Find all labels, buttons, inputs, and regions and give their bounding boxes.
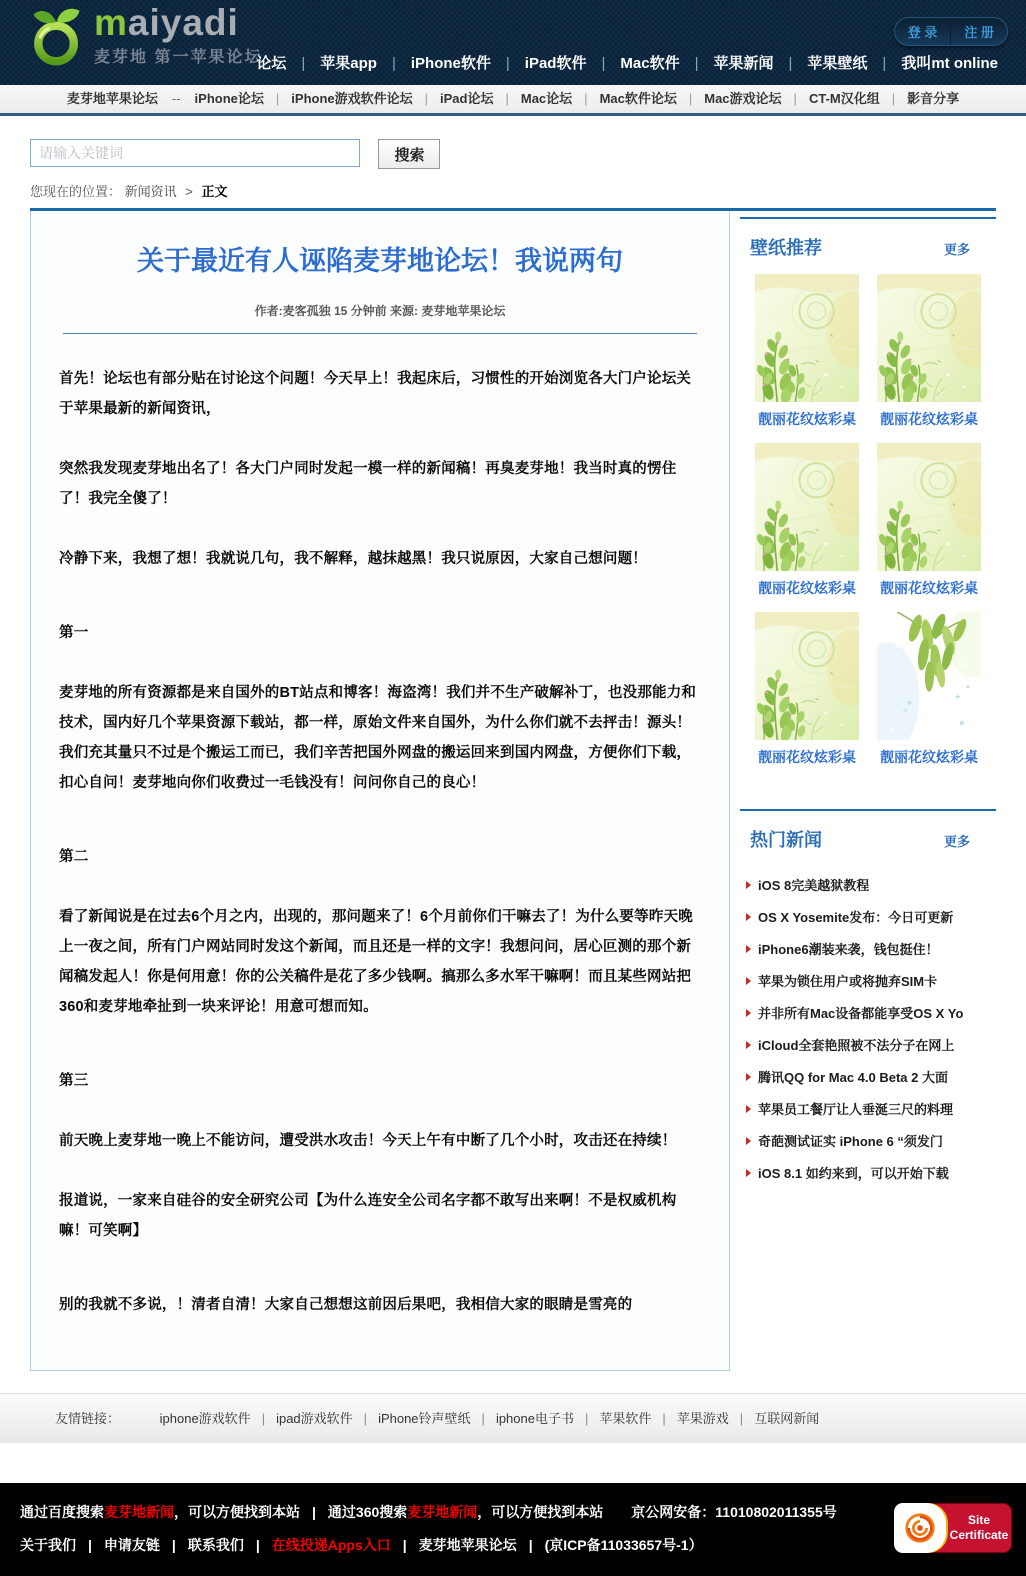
footer-segment: ，可以方便找到本站 xyxy=(477,1504,604,1520)
wallpaper-floral-art xyxy=(877,274,981,402)
footer-segment: | xyxy=(528,1537,533,1553)
footer-segment[interactable]: 麦芽地新闻 xyxy=(407,1504,478,1520)
footer-segment: 京公网安备：11010802011355号 xyxy=(631,1504,837,1520)
brand-name xyxy=(94,2,262,43)
wallpaper-item[interactable] xyxy=(746,612,868,767)
footer-segment[interactable]: 在线投递Apps入口 xyxy=(271,1537,391,1553)
wallpaper-box-header xyxy=(740,219,996,270)
site-header xyxy=(0,0,1026,85)
bullet-icon xyxy=(746,945,751,953)
footer-segment: 通过百度搜索 xyxy=(20,1504,104,1520)
wallpaper-thumbnail[interactable] xyxy=(877,612,981,740)
article-paragraph: 第三 xyxy=(59,1073,89,1089)
wallpaper-caption[interactable]: 靓丽花纹炫彩桌 xyxy=(880,580,978,596)
site-certificate-badge[interactable] xyxy=(894,1503,1012,1553)
wallpaper-item[interactable] xyxy=(868,443,990,598)
subnav xyxy=(0,85,1026,113)
wallpaper-grid xyxy=(740,270,996,783)
brand-tagline: 麦芽地 第一苹果论坛 xyxy=(94,49,263,66)
friend-link[interactable]: iPhone铃声壁纸 | xyxy=(378,1411,496,1426)
friend-link[interactable]: 苹果软件 | xyxy=(599,1411,676,1426)
apple-logo-icon xyxy=(28,6,86,66)
wallpaper-item[interactable] xyxy=(746,274,868,429)
article-body xyxy=(59,364,701,1320)
footer-segment: | xyxy=(171,1537,176,1553)
article-paragraph: 第一 xyxy=(59,625,89,641)
hot-news-title: 热门新闻 xyxy=(750,830,822,850)
wallpaper-floral-art xyxy=(755,274,859,402)
wallpaper-caption[interactable]: 靓丽花纹炫彩桌 xyxy=(880,411,978,427)
friend-link[interactable]: 苹果游戏 | xyxy=(677,1411,754,1426)
wallpaper-thumbnail[interactable] xyxy=(755,443,859,571)
article-paragraph: 报道说，一家来自硅谷的安全研究公司【为什么连安全公司名字都不敢写出来啊！不是权威机构嘛！可笑啊】 xyxy=(59,1193,677,1239)
news-item[interactable] xyxy=(746,907,994,926)
wallpaper-caption[interactable]: 靓丽花纹炫彩桌 xyxy=(758,411,856,427)
article-paragraph: 突然我发现麦芽地出名了！各大门户同时发起一模一样的新闻稿！再臭麦芽地！我当时真的愣住了！我完全傻了！ xyxy=(59,461,677,507)
bullet-icon xyxy=(746,977,751,985)
friend-link[interactable]: ipad游戏软件 | xyxy=(276,1411,378,1426)
site-logo[interactable] xyxy=(28,2,263,67)
breadcrumb-current: 正文 xyxy=(201,184,228,199)
footer-segment[interactable]: 麦芽地苹果论坛 xyxy=(418,1537,517,1553)
bullet-icon xyxy=(746,1105,751,1113)
main-nav-item[interactable]: 苹果壁纸 | xyxy=(807,55,901,72)
main-nav-item[interactable]: iPad软件 | xyxy=(525,55,621,72)
wallpaper-thumbnail[interactable] xyxy=(877,443,981,571)
footer-segment: (京ICP备11033657号-1） xyxy=(544,1537,703,1553)
news-item[interactable] xyxy=(746,1003,994,1022)
footer-segment[interactable]: 麦芽地新闻 xyxy=(104,1504,174,1520)
subnav-item[interactable]: iPhone游戏软件论坛 | xyxy=(291,91,440,106)
certificate-swirl-icon xyxy=(894,1503,946,1553)
subnav-item[interactable]: iPhone论坛 | xyxy=(195,91,292,106)
subnav-item[interactable]: 麦芽地苹果论坛 -- xyxy=(67,91,195,106)
wallpaper-floral-art xyxy=(755,443,859,571)
wallpaper-caption[interactable]: 靓丽花纹炫彩桌 xyxy=(880,749,978,765)
article-paragraph: 第二 xyxy=(59,849,89,865)
news-link[interactable]: 苹果为锁住用户或将抛弃SIM卡 xyxy=(758,974,938,989)
bullet-icon xyxy=(746,1137,751,1145)
subnav-item[interactable]: Mac游戏论坛 | xyxy=(704,91,809,106)
news-link[interactable]: 腾讯QQ for Mac 4.0 Beta 2 大面 xyxy=(758,1070,948,1085)
news-link[interactable]: 并非所有Mac设备都能享受OS X Yo xyxy=(758,1006,964,1021)
hot-news-more-link[interactable]: 更多 xyxy=(943,834,970,849)
bullet-icon xyxy=(746,1041,751,1049)
breadcrumb-prefix: 您现在的位置： xyxy=(30,184,122,199)
wallpaper-thumbnail[interactable] xyxy=(755,612,859,740)
friend-link[interactable]: 互联网新闻 xyxy=(754,1411,820,1426)
article-paragraph: 别的我就不多说，！清者自清！大家自己想想这前因后果吧，我相信大家的眼睛是雪亮的 xyxy=(59,1297,633,1313)
bullet-icon xyxy=(746,1169,751,1177)
footer-segment: 通过360搜索 xyxy=(327,1504,408,1520)
article-paragraph: 麦芽地的所有资源都是来自国外的BT站点和博客！海盗湾！我们并不生产破解补丁，也没那能力和技术，国内好几个苹果资源下载站，都一样，原始文件来自国外，为什么你们就不去抨击！源头！我们充其量只不过是个搬运工而已，我们辛苦把国外网盘的搬运回来到国内网盘，方便你们下载，扣心自问！麦芽地向你们收费过一毛钱没有！问问你自己的良心！ xyxy=(59,685,697,791)
footer-segment: | xyxy=(255,1537,260,1553)
wallpaper-item[interactable] xyxy=(868,612,990,767)
footer-segment: | xyxy=(402,1537,407,1553)
news-item[interactable] xyxy=(746,939,994,958)
wallpaper-title: 壁纸推荐 xyxy=(750,238,822,258)
breadcrumb-separator: > xyxy=(185,184,193,199)
article-meta: 作者:麦客孤独 15 分钟前 来源: 麦芽地苹果论坛 xyxy=(63,302,697,334)
article xyxy=(30,211,730,1371)
sidebar xyxy=(740,211,996,1204)
friend-links-bar xyxy=(0,1393,1026,1443)
news-link[interactable]: iPhone6潮装来袭，钱包挺住！ xyxy=(758,942,939,957)
news-link[interactable]: OS X Yosemite发布：今日可更新 xyxy=(758,910,954,925)
search-input[interactable] xyxy=(30,139,360,167)
wallpaper-floral-art xyxy=(877,443,981,571)
news-link[interactable]: iCloud全套艳照被不法分子在网上 xyxy=(758,1038,955,1053)
article-title: 关于最近有人诬陷麦芽地论坛！我说两句 xyxy=(137,246,623,276)
wallpaper-leaves-art xyxy=(877,612,981,740)
bullet-icon xyxy=(746,881,751,889)
certificate-label: Site Certificate xyxy=(949,1513,1009,1542)
auth-buttons xyxy=(894,17,1008,46)
main-nav-item[interactable]: 苹果新闻 | xyxy=(713,55,807,72)
footer-segment[interactable]: 关于我们 xyxy=(20,1537,76,1553)
wallpaper-caption[interactable]: 靓丽花纹炫彩桌 xyxy=(758,749,856,765)
news-item[interactable] xyxy=(746,971,994,990)
footer-segment: | xyxy=(88,1537,92,1553)
article-paragraph: 看了新闻说是在过去6个月之内，出现的，那问题来了！6个月前你们干嘛去了！为什么要等昨天晚上一夜之间，所有门户网站同时发这个新闻，而且还是一样的文字！我想问问，居心叵测的那个新闻稿发起人！你是何用意！你的公关稿件是花了多少钱啊。搞那么多水军干嘛啊！而且某些网站把360和麦芽地牵扯到一块来评论！用意可想而知。 xyxy=(59,909,693,1015)
friend-link[interactable]: iphone电子书 | xyxy=(496,1411,599,1426)
brand-block xyxy=(94,2,263,67)
wallpaper-more-link[interactable]: 更多 xyxy=(943,242,970,257)
subnav-item[interactable]: CT-M汉化组 | xyxy=(809,91,907,106)
wallpaper-thumbnail[interactable] xyxy=(755,274,859,402)
footer-segment[interactable]: 联系我们 xyxy=(187,1537,244,1553)
header-divider xyxy=(0,113,1026,116)
footer-segment: | xyxy=(312,1504,316,1520)
news-link[interactable]: 苹果员工餐厅让人垂涎三尺的料理 xyxy=(758,1102,954,1117)
wallpaper-thumbnail[interactable] xyxy=(877,274,981,402)
main-nav-item[interactable]: 我叫mt online xyxy=(901,55,998,72)
news-link[interactable]: 奇葩测试证实 iPhone 6 “须发门 xyxy=(758,1134,943,1149)
register-button[interactable]: 注 册 xyxy=(964,25,994,40)
main-nav-item[interactable]: Mac软件 | xyxy=(620,55,713,72)
news-link[interactable]: iOS 8完美越狱教程 xyxy=(758,878,870,893)
bullet-icon xyxy=(746,913,751,921)
footer-segment[interactable]: 申请友链 xyxy=(103,1537,160,1553)
brand-rest: aiyadi xyxy=(127,2,239,43)
content-columns xyxy=(30,208,996,1371)
subnav-item[interactable]: Mac软件论坛 | xyxy=(600,91,705,106)
bullet-icon xyxy=(746,1073,751,1081)
footer-line-1 xyxy=(20,1496,1006,1529)
subnav-item[interactable]: iPad论坛 | xyxy=(440,91,521,106)
friend-links-list xyxy=(160,1411,820,1426)
news-link[interactable]: iOS 8.1 如约来到，可以开始下载 xyxy=(758,1166,949,1181)
news-item[interactable] xyxy=(746,1035,994,1054)
news-item[interactable] xyxy=(746,1099,994,1118)
wallpaper-box xyxy=(740,217,996,783)
subnav-item[interactable]: Mac论坛 | xyxy=(521,91,600,106)
hot-news-box xyxy=(740,809,996,1182)
news-item[interactable] xyxy=(746,1163,994,1182)
article-paragraph: 首先！论坛也有部分贴在讨论这个问题！今天早上！我起床后，习惯性的开始浏览各大门户论坛关于苹果最新的新闻资讯， xyxy=(59,371,692,417)
login-button[interactable]: 登 录 xyxy=(895,18,952,45)
search-button[interactable]: 搜索 xyxy=(378,139,440,169)
wallpaper-item[interactable] xyxy=(746,443,868,598)
breadcrumb xyxy=(30,181,996,200)
main-nav-item[interactable]: iPhone软件 | xyxy=(411,55,525,72)
bullet-icon xyxy=(746,1009,751,1017)
wallpaper-caption[interactable]: 靓丽花纹炫彩桌 xyxy=(758,580,856,596)
news-item[interactable] xyxy=(746,875,994,894)
brand-m: m xyxy=(94,2,128,43)
friend-links-label: 友情链接： xyxy=(55,1411,121,1426)
search-bar xyxy=(30,130,996,169)
footer-line-2 xyxy=(20,1529,1006,1562)
wallpaper-floral-art xyxy=(755,612,859,740)
article-paragraph: 前天晚上麦芽地一晚上不能访问，遭受洪水攻击！今天上午有中断了几个小时，攻击还在持续！ xyxy=(59,1133,677,1149)
wallpaper-item[interactable] xyxy=(868,274,990,429)
hot-news-box-header xyxy=(740,811,996,862)
main-nav-item[interactable]: 论坛 | xyxy=(256,55,320,72)
main-nav xyxy=(256,52,998,73)
footer-segment: ，可以方便找到本站 xyxy=(174,1504,300,1520)
news-item[interactable] xyxy=(746,1067,994,1086)
breadcrumb-section-link[interactable]: 新闻资讯 xyxy=(124,184,177,199)
subnav-item[interactable]: 影音分享 xyxy=(907,91,960,106)
article-paragraph: 冷静下来，我想了想！我就说几句，我不解释，越抹越黑！我只说原因，大家自己想问题！ xyxy=(59,551,647,567)
friend-link[interactable]: iphone游戏软件 | xyxy=(160,1411,276,1426)
main-nav-item[interactable]: 苹果app | xyxy=(320,55,411,72)
hot-news-list xyxy=(740,875,996,1182)
page-footer xyxy=(0,1483,1026,1576)
news-item[interactable] xyxy=(746,1131,994,1150)
